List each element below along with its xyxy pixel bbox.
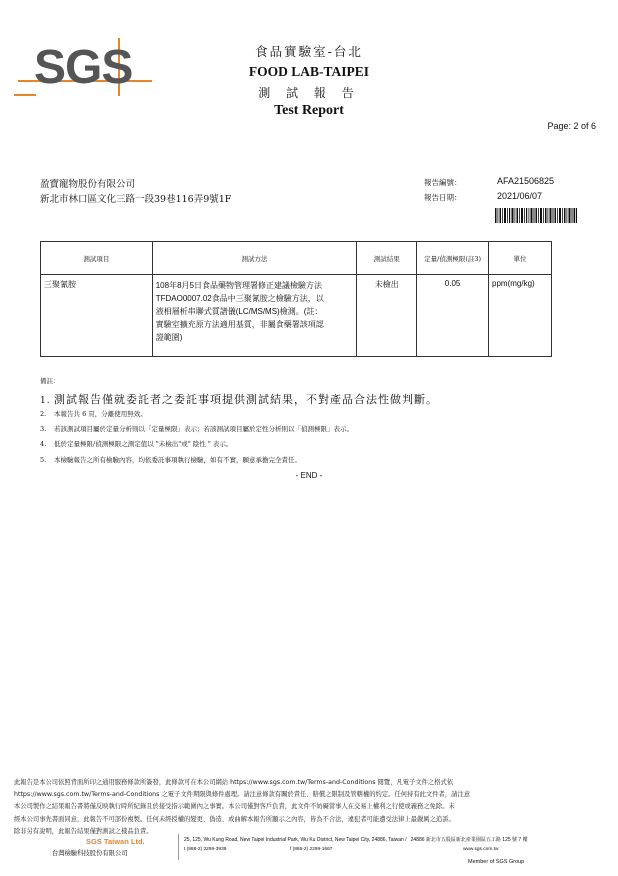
lab-name-english: FOOD LAB-TAIPEI — [248, 64, 370, 79]
test-limit: 0.05 — [417, 275, 489, 357]
note-item — [40, 391, 438, 407]
company-name-chinese: 台灣檢驗科技股份有限公司 — [52, 850, 128, 857]
report-title-english: Test Report — [274, 103, 344, 118]
disclaimer-line: 經本公司事先書面同意，此報告不可部份複製。任何未經授權的變更、偽造、或曲解本報告所顯示之內容，皆為不合法，違犯者可能遭受法律上最嚴厲之追訴。 — [14, 815, 455, 823]
end-marker: - END - — [295, 471, 323, 480]
note-item — [40, 409, 147, 418]
test-unit: ppm(mg/kg) — [489, 275, 552, 357]
method-line: 108年8月5日食品藥物管理署修正建議檢驗方法 — [155, 281, 322, 290]
note-number: 5. — [40, 456, 47, 464]
note-text: 本報告共 6 頁，分離使用無效。 — [54, 410, 147, 418]
company-phone: t (886-2) 2299-3939 — [184, 847, 227, 852]
disclaimer-line: https://www.sgs.com.tw/Terms-and-Conditions 之電子文件期限與條件處理。請注意條款有關於責任、賠償之限制及管轄權的約定。任何持有此文件者，請注意 — [14, 791, 471, 799]
method-line: TFDAO0007.02食品中三聚氰胺之檢驗方法，以 — [155, 294, 324, 303]
member-of-sgs-group: Member of SGS Group — [468, 859, 525, 865]
method-line: 證範圍) — [155, 333, 183, 342]
disclaimer-line: 此報告是本公司依照背面所印之通用服務條款所簽發，此條款可在本公司網站 https://www.sgs.com.tw/Terms-and-Conditions 閱覽，凡電子文件之格式依 — [14, 779, 454, 786]
address-chinese: 24886 新北市五股區新北產業園區五工路 125 號 7 樓 — [410, 837, 528, 843]
report-number: AFA21506825 — [497, 176, 555, 186]
report-number-label: 報告編號： — [424, 178, 462, 187]
disclaimer-line: 除非另有說明，此報告結果僅對測試之樣品負責。 — [14, 827, 153, 835]
company-name-english: SGS Taiwan Ltd. — [86, 837, 145, 846]
report-date: 2021/06/07 — [497, 191, 543, 201]
test-item: 三聚氰胺 — [41, 275, 153, 357]
test-method — [152, 275, 357, 357]
note-item — [40, 424, 353, 433]
note-text: 低於定量極限/偵測極限之測定值以 "未檢出"或" 陰性 " 表示。 — [54, 440, 233, 448]
footer-divider — [178, 834, 179, 860]
client-address: 新北市林口區文化三路一段39巷116弄9號1F — [40, 194, 232, 205]
address-english: 25, 125, Wu Kung Road, New Taipei Industrial Park, Wu Ku District, New Taipei City, 24886, Taiwan / — [184, 837, 407, 843]
header-limit: 定量/偵測極限(註3) — [417, 242, 489, 275]
note-number: 1. — [40, 396, 51, 406]
note-number: 3. — [40, 425, 47, 433]
note-item — [40, 455, 301, 464]
report-date-label: 報告日期： — [424, 193, 462, 202]
company-website: www.sgs.com.tw — [463, 847, 499, 852]
report-title-chinese: 測 試 報 告 — [258, 86, 360, 100]
header-unit: 單位 — [489, 242, 552, 275]
company-fax: f (886-2) 2299-1667 — [290, 847, 333, 852]
note-text: 測試報告僅就委託者之委託事項提供測試結果，不對產品合法性做判斷。 — [54, 393, 438, 406]
results-table — [40, 241, 552, 357]
note-number: 4. — [40, 440, 47, 448]
barcode — [495, 208, 577, 223]
header-test-item: 測試項目 — [41, 242, 153, 275]
sgs-logo-text: SGS — [34, 41, 133, 94]
notes-heading: 備註： — [40, 377, 60, 385]
header-test-result: 測試結果 — [357, 242, 417, 275]
note-number: 2. — [40, 410, 47, 418]
method-line: 實驗室擴充原方法適用基質，非屬食藥署該項認 — [155, 320, 324, 329]
note-text: 若該測試項目屬於定量分析則以「定量極限」表示；若該測試項目屬於定性分析則以「偵測極限」表示。 — [54, 425, 353, 433]
test-result: 未檢出 — [357, 275, 417, 357]
method-line: 液相層析串聯式質譜儀(LC/MS/MS)檢測。(註： — [155, 307, 323, 316]
page-number: Page: 2 of 6 — [547, 121, 596, 131]
company-address — [184, 836, 528, 843]
note-item — [40, 439, 232, 448]
table-row — [41, 275, 552, 357]
lab-name-chinese: 食品實驗室-台北 — [255, 44, 363, 59]
table-header-row — [41, 242, 552, 275]
note-text: 本檢驗報告之所有檢驗內容，均依委託事項執行檢驗，如有不實，願意承擔完全責任。 — [54, 456, 301, 464]
disclaimer-line: 本公司製作之結果報告書將僅反映執行時所紀錄且於接受指示範圍內之事實。本公司僅對客戶負責，此文件不妨礙當事人在交易上權利之行使或義務之免除。未 — [14, 803, 455, 811]
header-test-method: 測試方法 — [152, 242, 357, 275]
client-name: 盈寶寵物股份有限公司 — [40, 179, 136, 190]
disclaimer — [14, 777, 606, 838]
